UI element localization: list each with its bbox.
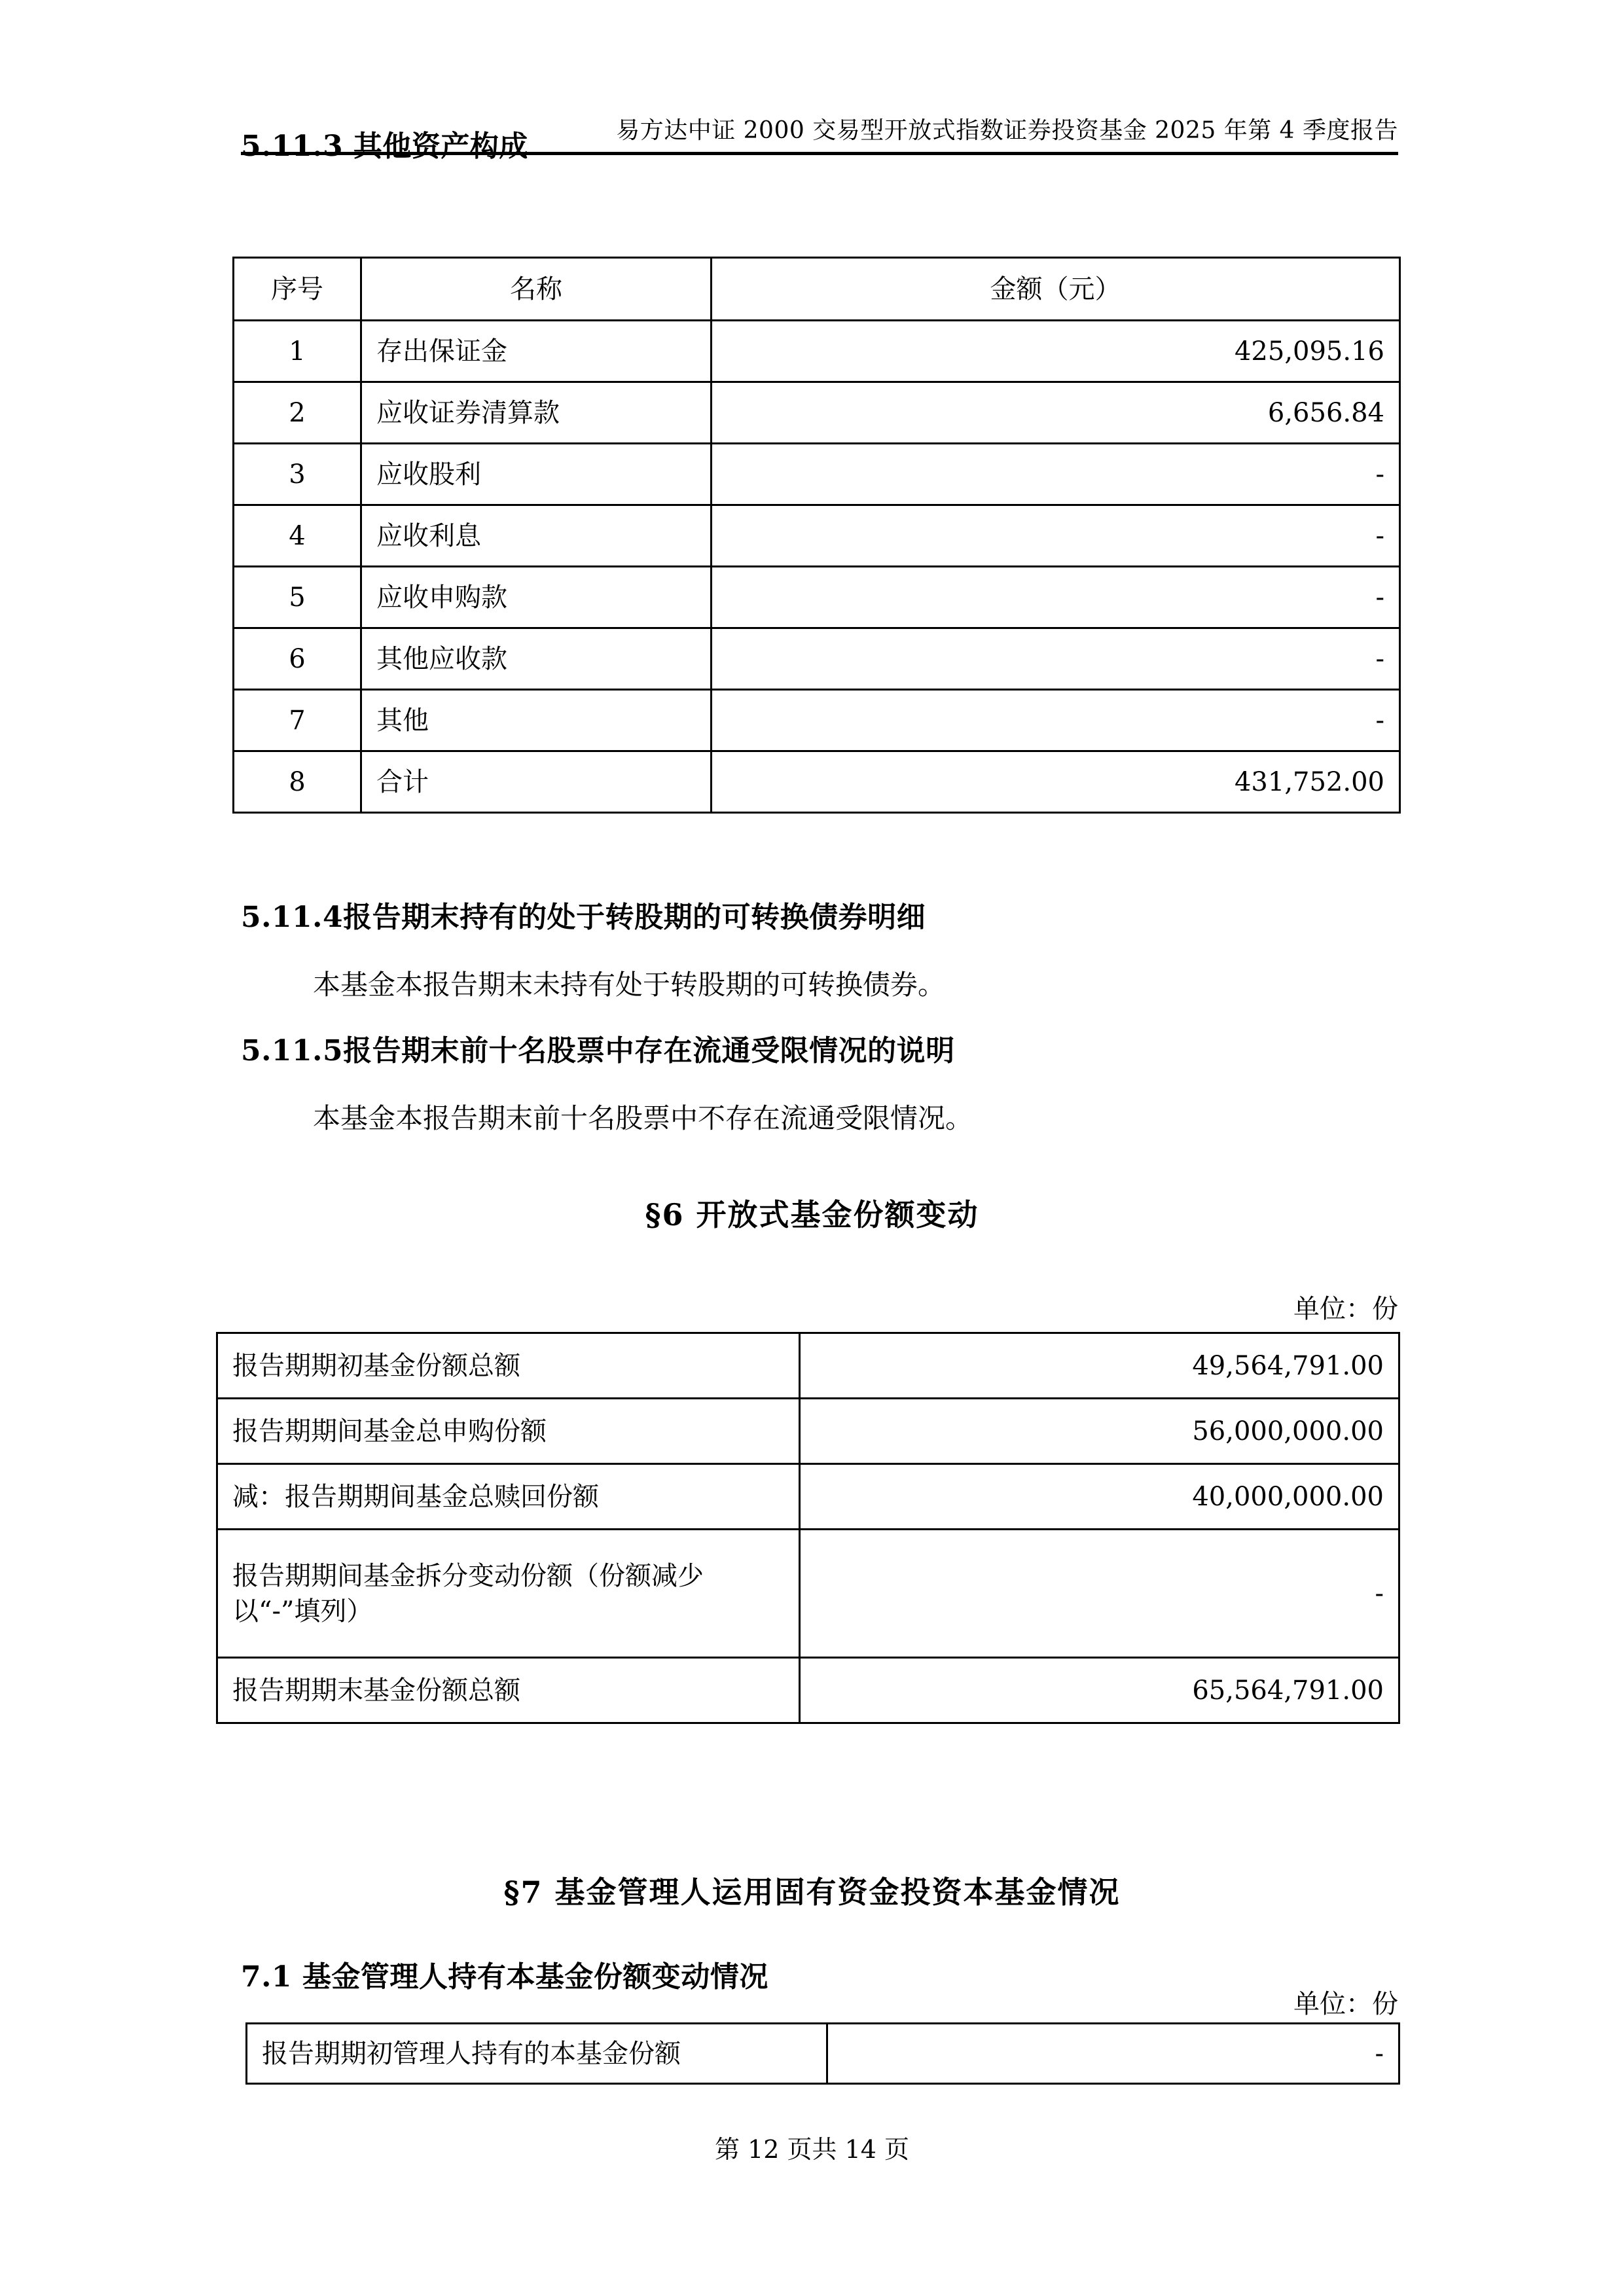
cell-name: 应收申购款 <box>361 567 712 628</box>
page-footer: 第 12 页共 14 页 <box>714 2135 910 2164</box>
heading-5-11-4: 5.11.4报告期末持有的处于转股期的可转换债券明细 <box>241 901 926 934</box>
cell-name: 应收证券清算款 <box>361 382 712 444</box>
cell-no: 6 <box>234 628 361 690</box>
cell-amount: - <box>712 628 1400 690</box>
unit-label-share-change: 单位：份 <box>1293 1294 1398 1324</box>
cell-value: 65,564,791.00 <box>800 1658 1399 1723</box>
table-row <box>217 1658 1399 1723</box>
running-header: 易方达中证 2000 交易型开放式指数证券投资基金 2025 年第 4 季度报告 <box>616 117 1398 144</box>
cell-no: 4 <box>234 505 361 567</box>
heading-section-7: §7 基金管理人运用固有资金投资本基金情况 <box>503 1874 1121 1910</box>
heading-section-6: §6 开放式基金份额变动 <box>645 1197 979 1232</box>
column-header-name: 名称 <box>361 258 712 321</box>
table-row <box>234 382 1400 444</box>
heading-5-11-3: 5.11.3 其他资产构成 <box>241 130 528 163</box>
cell-name: 其他 <box>361 690 712 751</box>
table-row <box>234 444 1400 505</box>
cell-name: 存出保证金 <box>361 321 712 382</box>
cell-amount: - <box>712 505 1400 567</box>
table-row <box>217 1333 1399 1399</box>
other-assets-table <box>232 257 1401 814</box>
cell-label-line2: 以“-”填列） <box>232 1596 373 1626</box>
cell-value: 49,564,791.00 <box>800 1333 1399 1399</box>
cell-amount: 6,656.84 <box>712 382 1400 444</box>
cell-amount: - <box>712 444 1400 505</box>
cell-amount: - <box>712 567 1400 628</box>
share-change-table <box>216 1332 1400 1724</box>
cell-value: 40,000,000.00 <box>800 1464 1399 1530</box>
cell-value: - <box>800 1530 1399 1658</box>
cell-label: 报告期期末基金份额总额 <box>217 1658 800 1723</box>
cell-name: 合计 <box>361 751 712 813</box>
table-row <box>217 1399 1399 1464</box>
cell-no: 1 <box>234 321 361 382</box>
cell-no: 7 <box>234 690 361 751</box>
table-row-total <box>234 751 1400 813</box>
table-row <box>234 321 1400 382</box>
cell-label-multiline <box>217 1530 800 1658</box>
table-header-row <box>234 258 1400 321</box>
table-row <box>247 2024 1399 2084</box>
table-row <box>217 1530 1399 1658</box>
cell-name: 应收利息 <box>361 505 712 567</box>
paragraph-5-11-4: 本基金本报告期末未持有处于转股期的可转换债券。 <box>313 969 946 1001</box>
cell-name: 其他应收款 <box>361 628 712 690</box>
heading-5-11-5: 5.11.5报告期末前十名股票中存在流通受限情况的说明 <box>241 1034 955 1067</box>
table-row <box>217 1464 1399 1530</box>
cell-label: 报告期期初基金份额总额 <box>217 1333 800 1399</box>
table-row <box>234 628 1400 690</box>
table-row <box>234 505 1400 567</box>
cell-value: - <box>827 2024 1399 2084</box>
paragraph-5-11-5: 本基金本报告期末前十名股票中不存在流通受限情况。 <box>313 1102 973 1134</box>
cell-amount: 431,752.00 <box>712 751 1400 813</box>
cell-label: 报告期期初管理人持有的本基金份额 <box>247 2024 827 2084</box>
cell-no: 3 <box>234 444 361 505</box>
cell-no: 8 <box>234 751 361 813</box>
cell-name: 应收股利 <box>361 444 712 505</box>
column-header-no: 序号 <box>234 258 361 321</box>
table-row <box>234 567 1400 628</box>
cell-value: 56,000,000.00 <box>800 1399 1399 1464</box>
heading-7-1: 7.1 基金管理人持有本基金份额变动情况 <box>241 1960 768 1994</box>
cell-amount: 425,095.16 <box>712 321 1400 382</box>
cell-label-line1: 报告期期间基金拆分变动份额（份额减少 <box>232 1560 704 1591</box>
unit-label-manager-holding: 单位：份 <box>1293 1989 1398 2019</box>
cell-no: 2 <box>234 382 361 444</box>
cell-amount: - <box>712 690 1400 751</box>
column-header-amount: 金额（元） <box>712 258 1400 321</box>
cell-label: 报告期期间基金总申购份额 <box>217 1399 800 1464</box>
cell-label: 减：报告期期间基金总赎回份额 <box>217 1464 800 1530</box>
manager-holding-table <box>245 2022 1400 2085</box>
table-row <box>234 690 1400 751</box>
cell-no: 5 <box>234 567 361 628</box>
